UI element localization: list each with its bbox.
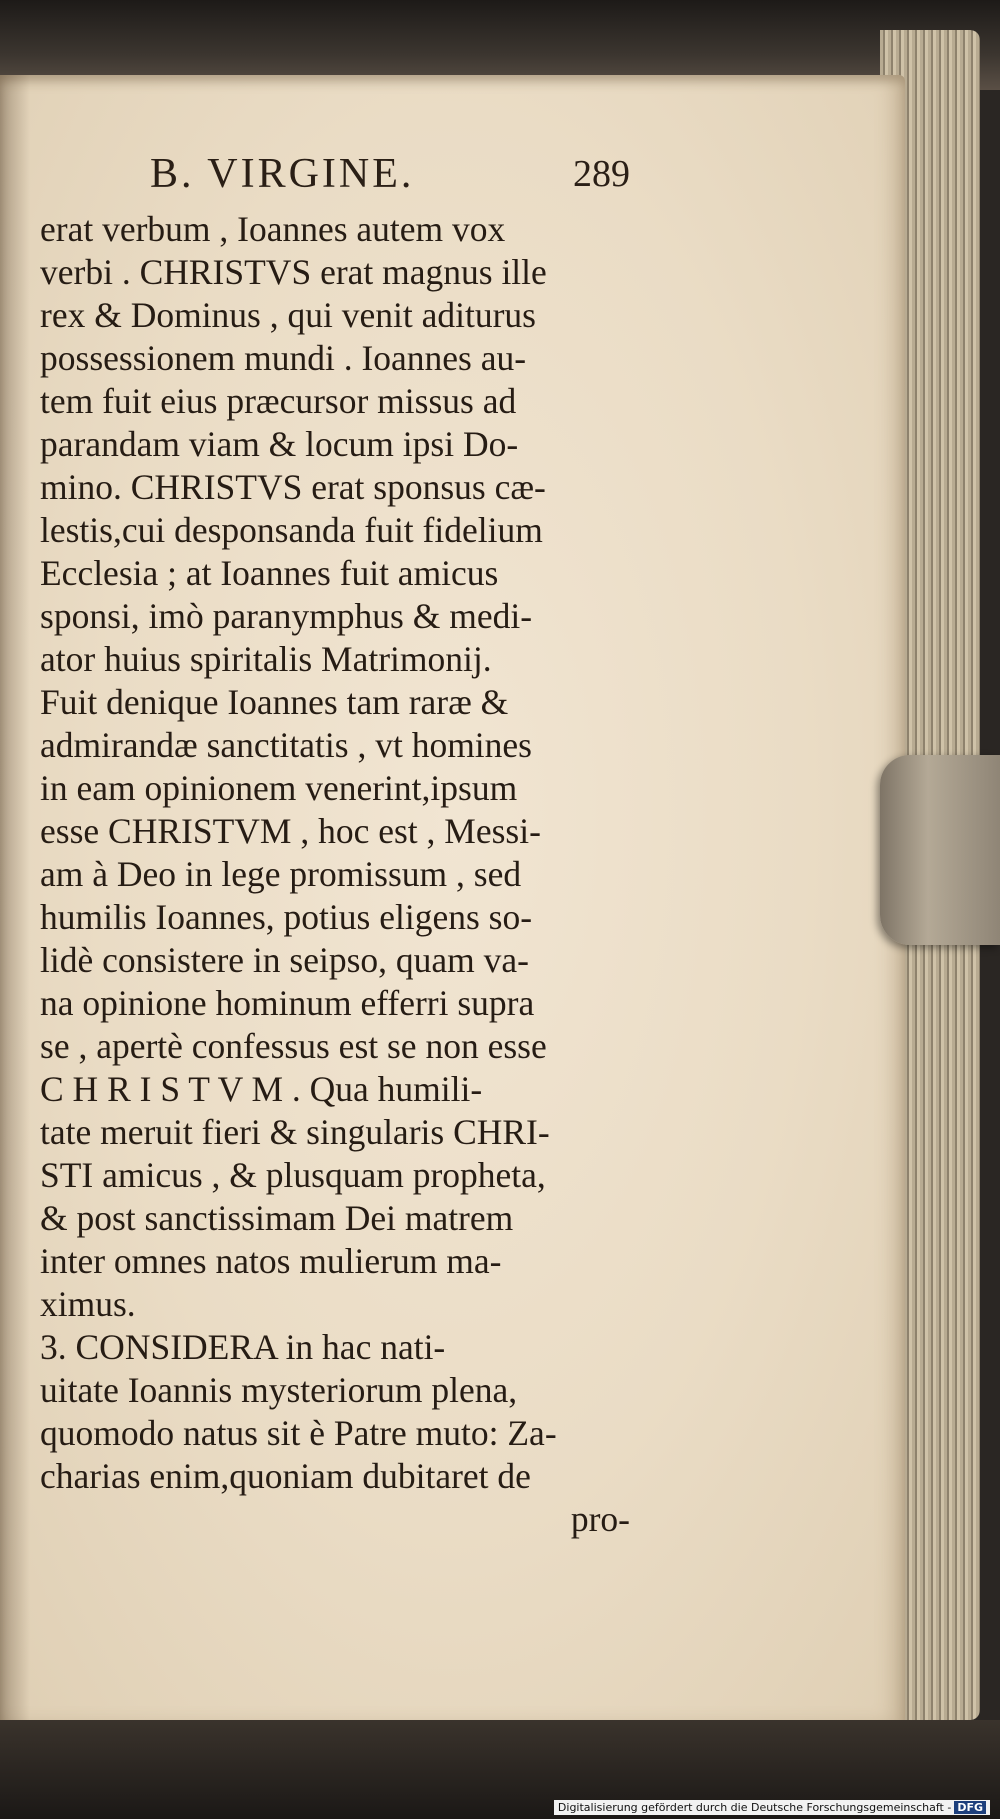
text-line: tem fuit eius præcursor missus ad [40, 381, 517, 421]
text-line: STI amicus , & plusquam propheta, [40, 1155, 546, 1195]
text-line: esse CHRISTVM , hoc est , Messi- [40, 811, 541, 851]
text-line: humilis Ioannes, potius eligens so- [40, 897, 533, 937]
text-line: & post sanctissimam Dei matrem [40, 1198, 514, 1238]
digitization-credit [554, 1800, 990, 1815]
text-line: am à Deo in lege promissum , sed [40, 854, 522, 894]
text-line: se , apertè confessus est se non esse [40, 1026, 547, 1066]
dfg-logo: DFG [954, 1801, 986, 1814]
catchword: pro- [570, 1499, 630, 1539]
text-line: ator huius spiritalis Matrimonij. [40, 639, 492, 679]
text-line: ximus. [40, 1284, 136, 1324]
text-line: inter omnes natos mulierum ma- [40, 1241, 502, 1281]
text-line: in eam opinionem venerint,ipsum [40, 768, 518, 808]
text-line: uitate Ioannis mysteriorum plena, [40, 1370, 518, 1410]
text-line: erat verbum , Ioannes autem vox [40, 209, 506, 249]
gutter-shadow [0, 75, 30, 1725]
text-line: 3. CONSIDERA in hac nati- [40, 1327, 446, 1367]
text-line: verbi . CHRISTVS erat magnus ille [40, 252, 547, 292]
running-head: B. VIRGINE. [150, 151, 415, 197]
text-line: Ecclesia ; at Ioannes fuit amicus [40, 553, 499, 593]
text-line: mino. CHRISTVS erat sponsus cæ- [40, 467, 546, 507]
body-text [40, 208, 630, 1541]
text-line: charias enim,quoniam dubitaret de [40, 1456, 531, 1496]
text-line: na opinione hominum efferri supra [40, 983, 535, 1023]
text-line: parandam viam & locum ipsi Do- [40, 424, 519, 464]
credit-text: Digitalisierung gefördert durch die Deutsche Forschungsgemeinschaft - [557, 1801, 952, 1814]
text-line: lestis,cui desponsanda fuit fidelium [40, 510, 543, 550]
text-line: admirandæ sanctitatis , vt homines [40, 725, 532, 765]
text-line: tate meruit fieri & singularis CHRI- [40, 1112, 550, 1152]
page-header [40, 150, 630, 206]
text-line: rex & Dominus , qui venit aditurus [40, 295, 536, 335]
text-line: possessionem mundi . Ioannes au- [40, 338, 527, 378]
text-line: sponsi, imò paranymphus & medi- [40, 596, 533, 636]
text-line: Fuit denique Ioannes tam raræ & [40, 682, 509, 722]
text-line: quomodo natus sit è Patre muto: Za- [40, 1413, 557, 1453]
text-line: C H R I S T V M . Qua humili- [40, 1069, 483, 1109]
page-number: 289 [573, 153, 630, 195]
text-line: lidè consistere in seipso, quam va- [40, 940, 529, 980]
bookmark-tab [880, 755, 1000, 945]
